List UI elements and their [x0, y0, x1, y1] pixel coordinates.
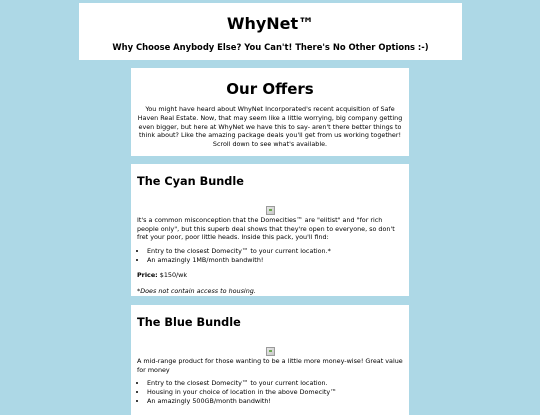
offers-title: Our Offers	[226, 80, 314, 98]
broken-image-icon	[266, 347, 275, 356]
cyan-bundle-note: *Does not contain access to housing.	[137, 286, 256, 295]
broken-image-icon	[266, 206, 275, 215]
site-title: WhyNet™	[226, 14, 315, 33]
list-item: • Entry to the closest Domecity™ to your current location.	[147, 379, 403, 388]
blue-bundle-card	[131, 305, 409, 415]
blue-bundle-image-wrap	[137, 341, 403, 350]
blue-bundle-description: A mid-range product for those wanting to be a little more money-wise! Great value for money	[137, 357, 403, 374]
list-item: • Entry to the closest Domecity™ to your current location.*	[147, 247, 403, 256]
list-item: • An amazingly 500GB/month bandwith!	[147, 397, 403, 406]
offers-text: You might have heard about WhyNet Incorporated's recent acquisition of Safe Haven Real Estate. Now, that may seem like a little worrying, big company getting even bigger, but here at WhyNet we have this to say- aren't there better things to think about? Like the amazing package deals you'll get from us working together! Scroll down to see what's available.	[137, 105, 403, 149]
price-value: $150/wk	[159, 271, 188, 280]
blue-bundle-features	[137, 379, 403, 405]
cyan-bundle-card	[131, 164, 409, 296]
cyan-bundle-title: The Cyan Bundle	[137, 175, 244, 188]
cyan-bundle-features	[137, 247, 403, 264]
cyan-bundle-description: It's a common misconception that the Domecities™ are "elitist" and "for rich people only", but this superb deal shows that they're open to everyone, so don't fret your poor, poor little heads. Inside this pack, you'll find:	[137, 216, 395, 242]
cyan-bundle-price	[137, 271, 403, 280]
offers-card	[131, 68, 409, 156]
price-label: Price:	[137, 271, 158, 280]
list-item: • An amazingly 1MB/month bandwith!	[147, 256, 403, 265]
blue-bundle-title: The Blue Bundle	[137, 316, 241, 329]
list-item: • Housing in your choice of location in the above Domecity™	[147, 388, 403, 397]
cyan-bundle-image-wrap	[137, 200, 403, 209]
site-header	[79, 3, 462, 60]
site-tagline: Why Choose Anybody Else? You Can't! There's No Other Options :-)	[112, 42, 429, 52]
